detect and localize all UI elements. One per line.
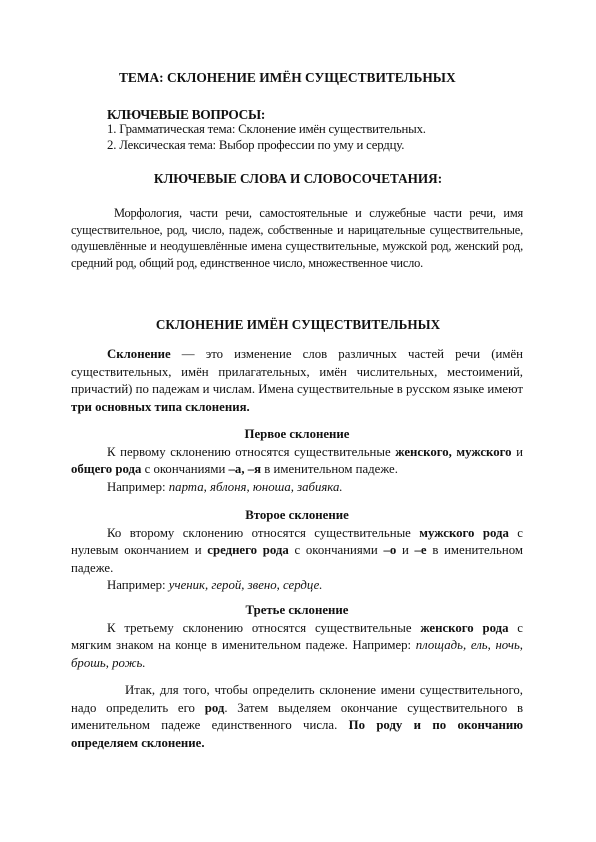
first-declension-example: Например: парта, яблоня, юноша, забияка. xyxy=(107,479,343,494)
intro-bold: три основных типа склонения. xyxy=(71,399,250,414)
intro-text: — это изменение слов различных частей речи (имён существительных, имён прилагательных, имён числительных, местоимений, причастий) по падежам и числам. Имена существительные в русском языке имеют xyxy=(71,347,523,397)
first-declension-block xyxy=(71,426,523,496)
key-questions-heading: КЛЮЧЕВЫЕ ВОПРОСЫ: xyxy=(107,107,265,122)
keywords-text: Морфология, части речи, самостоятельные и служебные части речи, имя существительное, род, число, падеж, собственные и нарицательные существительные, одушевлённые и неодушевлённые имена существительные, мужской род, женский род, средний род, общий род, единственное число, множественное число. xyxy=(71,206,523,270)
second-declension-text: Ко второму склонению относятся существительные мужского рода с нулевым окончанием и среднего рода с окончаниями –о и –е в именительном падеже. xyxy=(71,525,523,575)
third-declension-text: К третьему склонению относятся существительные женского рода с мягким знаком на конце в именительном падеже. Например: площадь, ель, ночь, брошь, рожь. xyxy=(71,620,523,670)
first-declension-text: К первому склонению относятся существительные женского, мужского и общего рода с окончаниями –а, –я в именительном падеже. xyxy=(71,444,523,477)
second-declension-heading: Второе склонение xyxy=(245,508,349,522)
first-declension-heading: Первое склонение xyxy=(244,427,350,441)
keywords-paragraph xyxy=(71,205,523,271)
conclusion-paragraph: Итак, для того, чтобы определить склонение имени существительного, надо определить его род. Затем выделяем окончание существительного в именительном падеже единственного числа. По роду и по окончанию определяем склонение. xyxy=(71,683,524,750)
second-declension-block xyxy=(71,507,523,595)
intro-paragraph xyxy=(71,346,523,416)
section-title: СКЛОНЕНИЕ ИМЁН СУЩЕСТВИТЕЛЬНЫХ xyxy=(155,317,441,332)
second-declension-example: Например: ученик, герой, звено, сердце. xyxy=(107,578,323,593)
page-title: ТЕМА: СКЛОНЕНИЕ ИМЁН СУЩЕСТВИТЕЛЬНЫХ xyxy=(119,70,456,85)
key-question-item: 1. Грамматическая тема: Склонение имён существительных. xyxy=(107,122,426,136)
key-question-item: 2. Лексическая тема: Выбор профессии по уму и сердцу. xyxy=(107,138,405,152)
keywords-heading: КЛЮЧЕВЫЕ СЛОВА И СЛОВОСОЧЕТАНИЯ: xyxy=(153,171,443,186)
third-declension-heading: Третье склонение xyxy=(245,603,349,617)
term-declension: Склонение xyxy=(107,347,171,361)
third-declension-block xyxy=(71,602,523,672)
